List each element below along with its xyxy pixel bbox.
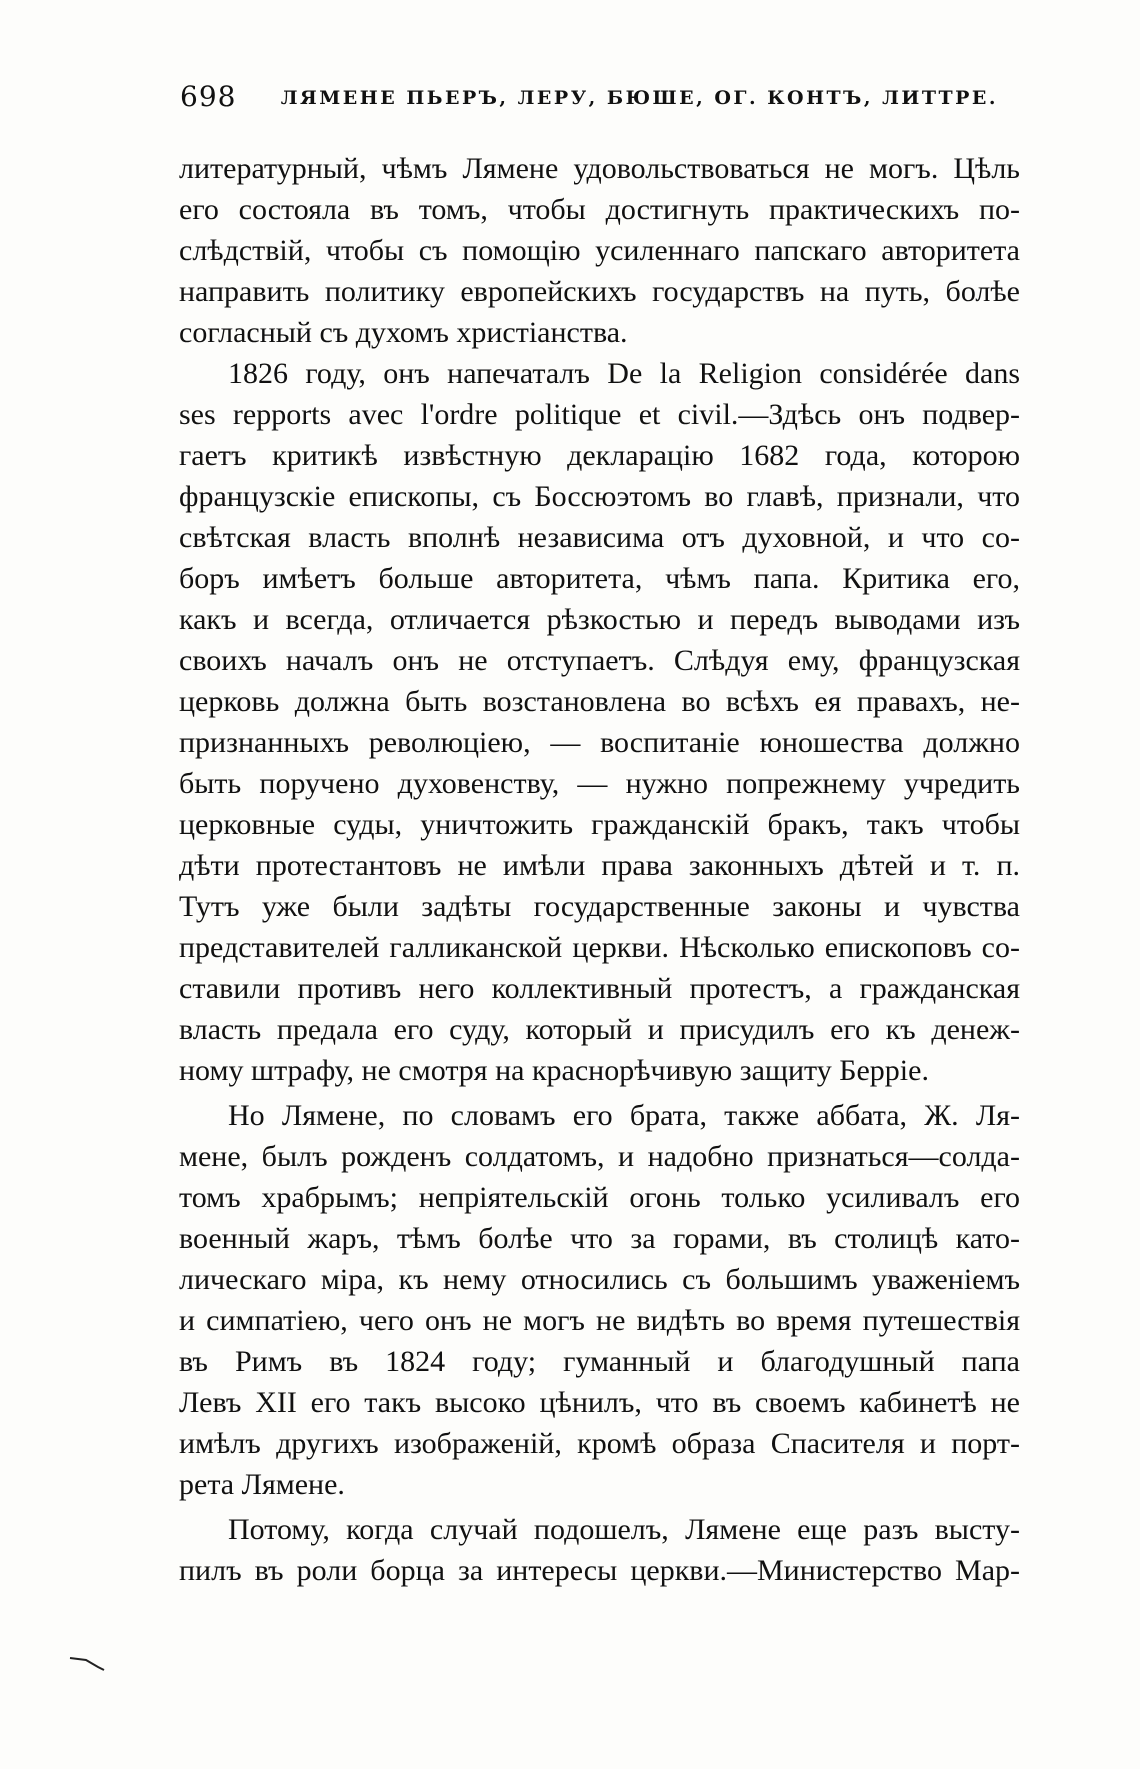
text-line: пилъ въ роли борца за интересы церкви.—Министерство Мар- <box>179 1554 1020 1587</box>
text-line: направить политику европейскихъ государствъ на путь, болѣе <box>179 275 1020 308</box>
text-line: боръ имѣетъ больше авторитета, чѣмъ папа. Критика его, <box>179 562 1020 595</box>
text-line: Левъ XII его такъ высоко цѣнилъ, что въ своемъ кабинетѣ не <box>179 1386 1020 1419</box>
text-line: Тутъ уже были задѣты государственные законы и чувства <box>179 890 1020 923</box>
text-line: 1826 году, онъ напечаталъ De la Religion considérée dans <box>228 357 1020 390</box>
text-line: томъ храбрымъ; непріятельскій огонь только усиливалъ его <box>179 1181 1020 1214</box>
paragraph-4 <box>179 1509 1020 1591</box>
margin-pencil-mark <box>68 1652 108 1672</box>
page-number: 698 <box>180 80 237 113</box>
text-line: ному штрафу, не смотря на краснорѣчивую защиту Берріе. <box>179 1054 929 1087</box>
text-line: имѣлъ другихъ изображеній, кромѣ образа Спасителя и порт- <box>179 1427 1020 1460</box>
text-line: въ Римъ въ 1824 году; гуманный и благодушный папа <box>179 1345 1020 1378</box>
text-line: дѣти протестантовъ не имѣли права законныхъ дѣтей и т. п. <box>179 849 1020 882</box>
text-line: церковь должна быть возстановлена во всѣхъ ея правахъ, не- <box>179 685 1020 718</box>
paragraph-3 <box>179 1095 1020 1505</box>
text-line: представителей галликанской церкви. Нѣсколько епископовъ со- <box>179 931 1020 964</box>
text-line: гаетъ критикѣ извѣстную декларацію 1682 года, которою <box>179 439 1020 472</box>
running-title: ЛЯМЕНЕ ПЬЕРЪ, ЛЕРУ, БЮШЕ, ОГ. КОНТЪ, ЛИТТРЕ. <box>280 87 998 109</box>
text-line: его состояла въ томъ, чтобы достигнуть практическихъ по- <box>179 193 1020 226</box>
text-line: слѣдствій, чтобы съ помощію усиленнаго папскаго авторитета <box>179 234 1020 267</box>
text-line: Но Лямене, по словамъ его брата, также аббата, Ж. Ля- <box>228 1099 1020 1132</box>
text-line: ставили противъ него коллективный протестъ, а гражданская <box>179 972 1020 1005</box>
page-header <box>180 80 1030 116</box>
text-line: ses repports avec l'ordre politique et civil.—Здѣсь онъ подвер- <box>179 398 1020 431</box>
text-line: согласный съ духомъ христіанства. <box>179 316 628 349</box>
text-line: Потому, когда случай подошелъ, Лямене еще разъ высту- <box>228 1513 1020 1546</box>
paragraph-2 <box>179 353 1020 1091</box>
text-line: военный жаръ, тѣмъ болѣе что за горами, въ столицѣ като- <box>179 1222 1020 1255</box>
text-line: литературный, чѣмъ Лямене удовольствоваться не могъ. Цѣль <box>179 152 1020 185</box>
text-line: свѣтская власть вполнѣ независима отъ духовной, и что со- <box>179 521 1020 554</box>
text-line: власть предала его суду, который и присудилъ его къ денеж- <box>179 1013 1020 1046</box>
text-line: мене, былъ рожденъ солдатомъ, и надобно признаться—солда- <box>179 1140 1020 1173</box>
text-line: лическаго міра, къ нему относились съ большимъ уваженіемъ <box>179 1263 1020 1296</box>
text-line: признанныхъ революціею, — воспитаніе юношества должно <box>179 726 1020 759</box>
text-line: церковные суды, уничтожить гражданскій бракъ, такъ чтобы <box>179 808 1020 841</box>
body-text <box>179 148 1020 1591</box>
text-line: и симпатіею, чего онъ не могъ не видѣть во время путешествія <box>179 1304 1020 1337</box>
text-line: рета Лямене. <box>179 1468 345 1501</box>
paragraph-1 <box>179 148 1020 353</box>
text-line: быть поручено духовенству, — нужно попрежнему учредить <box>179 767 1020 800</box>
text-line: своихъ началъ онъ не отступаетъ. Слѣдуя ему, французская <box>179 644 1020 677</box>
text-line: французскіе епископы, съ Боссюэтомъ во главѣ, признали, что <box>179 480 1020 513</box>
text-line: какъ и всегда, отличается рѣзкостью и передъ выводами изъ <box>179 603 1020 636</box>
